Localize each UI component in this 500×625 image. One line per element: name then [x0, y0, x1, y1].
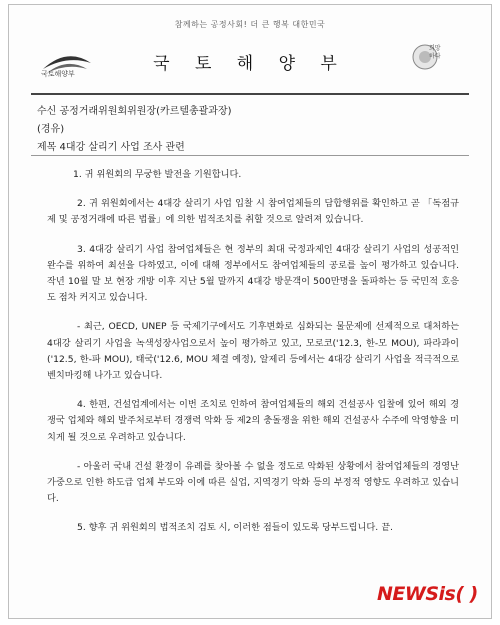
paragraph-5: 5. 향후 귀 위원회의 법적조치 검토 시, 이러한 점들이 있도록 당부드립니다. 끝.	[77, 522, 393, 534]
via-line: (경유)	[37, 124, 65, 135]
ministry-logo-text: 국토해양부	[41, 70, 75, 78]
ministry-title: 국 토 해 양 부	[153, 54, 347, 74]
document-body	[47, 167, 459, 550]
header-slogan: 참께하는 공정사회! 더 큰 행복 대한민국	[174, 20, 326, 29]
document-page	[8, 4, 492, 619]
paragraph-2: 2. 귀 위원회에서는 4대강 살리기 사업 입찰 시 참여업체들의 담합행위를 확인하고 곧 「독점규제 및 공정거래에 따른 법률」에 의한 법적조치를 취할 것으로 알려져 있습니다.	[47, 198, 459, 226]
hope-emblem-line1: 희망	[429, 45, 441, 52]
watermark-news: NEWSis	[377, 583, 456, 605]
paragraph-4-sub: - 아울러 국내 건설 환경이 유례를 찾아볼 수 없을 정도로 악화된 상황에서 참여업체들의 경영난 가중으로 인한 하도급 업체 부도와 이에 따른 실업, 지역경기 악화 등의 부정적 영향도 우려하고 있습니다.	[47, 460, 459, 505]
paragraph-3-sub: - 최근, OECD, UNEP 등 국제기구에서도 기후변화로 심화되는 물문제에 선제적으로 대처하는 4대강 살리기 사업을 녹색성장사업으로서 높이 평가하고 있고, 모로코('12.3, 한-모 MOU), 파라과이('12.5, 한-파 MOU), 태국('12.6, MOU 체결 예정), 알제리 등에서는 4대강 살리기 사업을 적극적으로 벤치마킹해 나가고 있습니다.	[47, 321, 459, 382]
subject-divider	[31, 155, 469, 156]
watermark-paren: ( )	[455, 583, 478, 605]
newsis-watermark	[377, 583, 478, 605]
recipient-line: 수신 공정거래위원회위원장(카르텔총괄과장)	[37, 106, 232, 117]
paragraph-3: 3. 4대강 살리기 사업 참여업체들은 현 정부의 최대 국정과제인 4대강 살리기 사업의 성공적인 완수를 위하여 최선을 다하였고, 이에 대해 정부에서도 참여업체들의 공로를 높이 평가하고 있습니다. 작년 10월 말 보 현장 개방 이후 지난 5월 말까지 4대강 방문객이 500만명을 돌파하는 등 국민적 호응도 점차 커지고 있습니다.	[47, 243, 459, 304]
paragraph-4: 4. 한편, 건설업계에서는 이번 조치로 인하여 참여업체들의 해외 건설공사 입찰에 있어 해외 경쟁국 업체와 해외 발주처로부터 경쟁력 악화 등 제2의 충돌쟁을 위한 해외 건설공사 수주에 악영향을 미치게 될 것으로 우려하고 있습니다.	[47, 399, 459, 443]
hope-emblem-line2: 하다	[429, 53, 441, 60]
subject-line: 제목 4대강 살리기 사업 조사 관련	[37, 142, 185, 153]
hope-emblem-text	[429, 45, 441, 61]
paragraph-1: 1. 귀 위원회의 무궁한 발전을 기원합니다.	[73, 169, 242, 180]
header-divider	[31, 93, 469, 95]
